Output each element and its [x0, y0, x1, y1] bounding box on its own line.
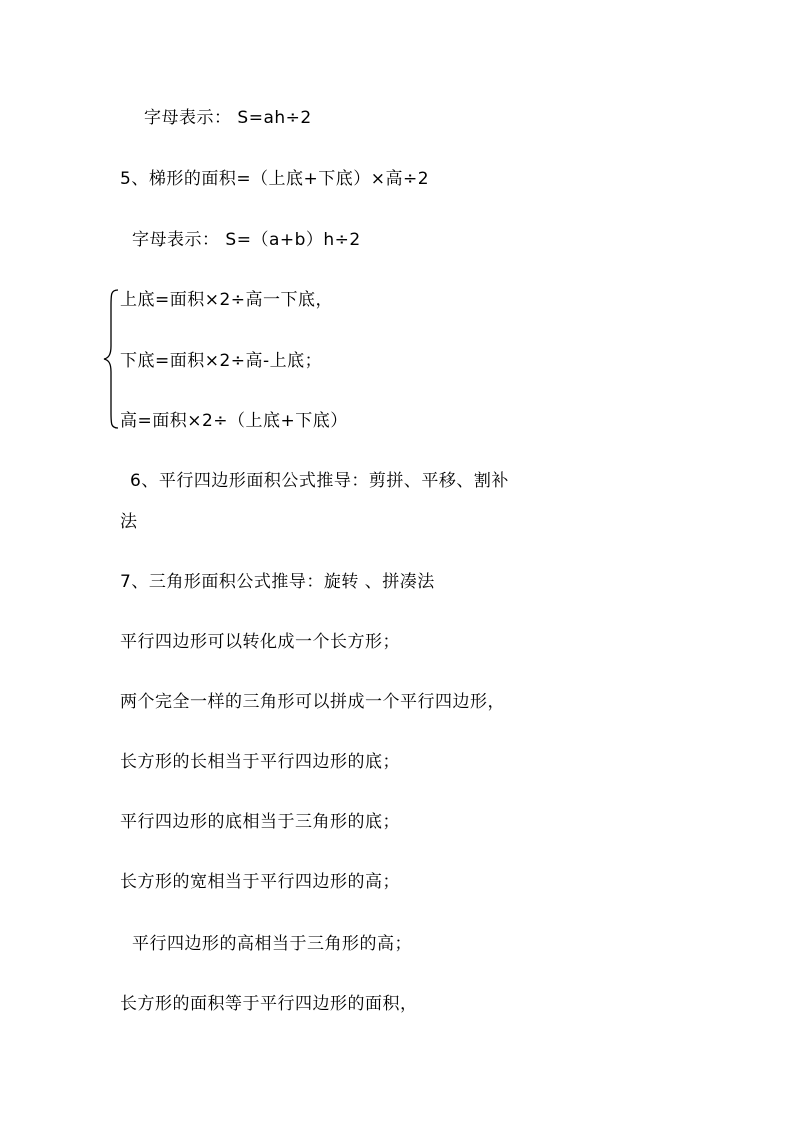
curly-brace-icon — [102, 288, 122, 430]
statement-3: 长方形的长相当于平行四边形的底； — [120, 752, 400, 772]
statement-7: 长方形的面积等于平行四边形的面积， — [120, 994, 418, 1014]
statement-2: 两个完全一样的三角形可以拼成一个平行四边形， — [120, 692, 505, 712]
statement-6: 平行四边形的高相当于三角形的高； — [132, 934, 412, 954]
item-7-triangle-derivation: 7、三角形面积公式推导：旋转 、拼凑法 — [120, 572, 435, 592]
formula-top-base: 上底=面积×2÷高一下底， — [120, 290, 334, 310]
formula-trapezoid-letters: 字母表示： S=（a+b）h÷2 — [132, 230, 361, 250]
formula-triangle-letters: 字母表示： S=ah÷2 — [144, 108, 312, 128]
item-6-continuation: 法 — [120, 512, 138, 532]
formula-bottom-base: 下底=面积×2÷高-上底； — [120, 351, 323, 371]
item-5-trapezoid-area: 5、梯形的面积=（上底+下底）×高÷2 — [120, 169, 430, 189]
statement-4: 平行四边形的底相当于三角形的底； — [120, 812, 400, 832]
statement-5: 长方形的宽相当于平行四边形的高； — [120, 872, 400, 892]
statement-1: 平行四边形可以转化成一个长方形； — [120, 632, 400, 652]
formula-height: 高=面积×2÷（上底+下底） — [120, 411, 348, 431]
item-6-parallelogram-derivation: 6、平行四边形面积公式推导：剪拼、平移、割补 — [130, 471, 509, 491]
